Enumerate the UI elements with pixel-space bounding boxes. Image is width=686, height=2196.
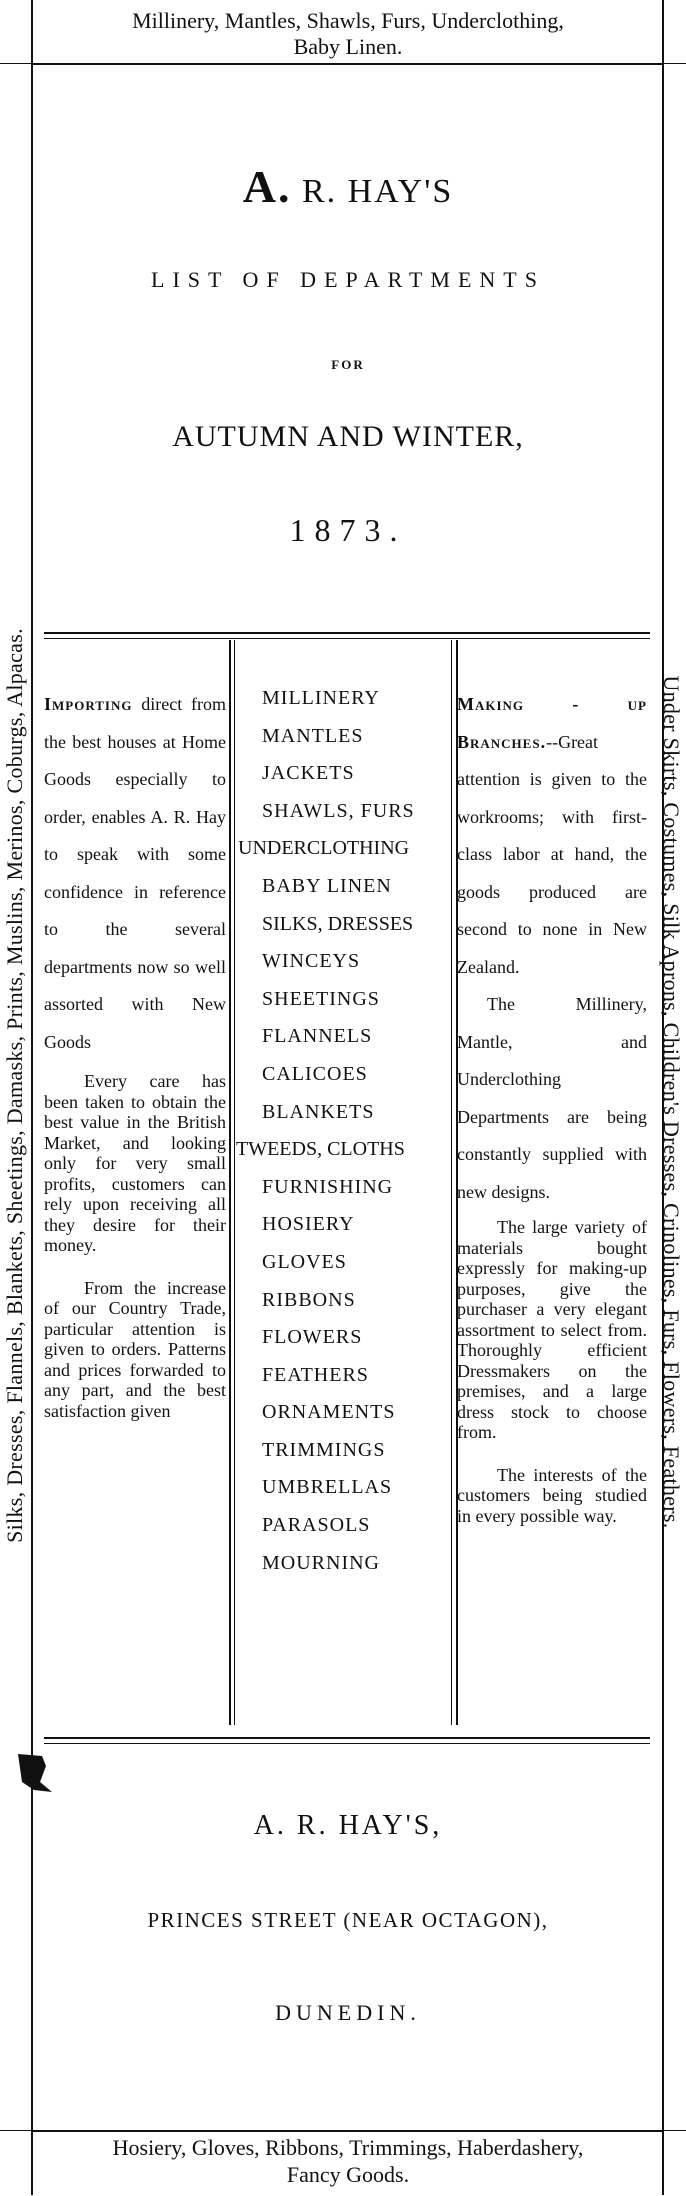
column-separator bbox=[229, 640, 231, 1725]
year-heading: 1873. bbox=[289, 512, 407, 548]
department-item: FLANNELS bbox=[262, 1025, 373, 1048]
right-paragraph: The large variety of materials bought expressly for making-up purposes, give the purchaser a very elegant assortment to select from. Thoroughly efficient Dressmakers on the premises, and a large dress stock to choose from. bbox=[457, 1217, 647, 1442]
bottom-banner-line: Fancy Goods. bbox=[286, 2162, 410, 2187]
department-item: FURNISHING bbox=[262, 1175, 394, 1198]
department-item: UNDERCLOTHING bbox=[238, 837, 410, 860]
department-item: FLOWERS bbox=[262, 1326, 363, 1349]
title-initial: A. bbox=[242, 161, 292, 212]
department-item: UMBRELLAS bbox=[262, 1476, 393, 1499]
department-item: JACKETS bbox=[262, 762, 355, 785]
department-item: CALICOES bbox=[262, 1062, 368, 1085]
left-edge-tick bbox=[0, 63, 31, 64]
department-item: PARASOLS bbox=[262, 1514, 371, 1537]
bottom-banner-line: Hosiery, Gloves, Ribbons, Trimmings, Haberdashery, bbox=[112, 2135, 584, 2160]
top-banner-line: Millinery, Mantles, Shawls, Furs, Underclothing, bbox=[132, 8, 564, 33]
top-banner-line: Baby Linen. bbox=[293, 34, 403, 59]
top-banner bbox=[34, 0, 662, 66]
department-item: SILKS, DRESSES bbox=[262, 912, 414, 935]
right-paragraph-text: The Millinery, Mantle, and Underclothing Departments are being constantly supplied with new designs. bbox=[457, 994, 647, 1202]
right-column bbox=[457, 686, 647, 1526]
ink-blot-icon bbox=[12, 1752, 60, 1796]
right-paragraph: The interests of the customers being studied in every possible way. bbox=[457, 1464, 647, 1526]
department-item: RIBBONS bbox=[262, 1288, 356, 1311]
bottom-banner bbox=[34, 2132, 662, 2196]
department-list bbox=[234, 680, 450, 1582]
right-edge-tick bbox=[664, 63, 686, 64]
department-item: TRIMMINGS bbox=[262, 1438, 386, 1461]
right-paragraph bbox=[457, 686, 647, 986]
title-name: R. HAY'S bbox=[301, 173, 454, 210]
columns-top-rule-thin bbox=[44, 638, 650, 639]
department-item: SHEETINGS bbox=[262, 987, 380, 1010]
top-divider bbox=[33, 63, 662, 65]
left-paragraph: From the increase of our Country Trade, particular attention is given to orders. Patterns and prices forwarded to any part, and the best satisfaction given bbox=[44, 1277, 226, 1421]
department-item: FEATHERS bbox=[262, 1363, 369, 1386]
department-item: MANTLES bbox=[262, 724, 364, 747]
left-paragraph-text: direct from the best houses at Home Goods especially to order, enables A. R. Hay to speak with some confidence in reference to the several departments now so well assorted with New Goods bbox=[44, 694, 226, 1052]
left-side-text: Silks, Dresses, Flannels, Blankets, Sheetings, Damasks, Prints, Muslins, Merinos, Coburgs, Alpacas. bbox=[2, 628, 27, 1543]
left-edge-tick bbox=[0, 2130, 31, 2131]
department-item: BABY LINEN bbox=[262, 874, 392, 897]
left-lead: Importing bbox=[44, 694, 133, 714]
footer-street: PRINCES STREET (NEAR OCTAGON), bbox=[147, 1908, 549, 1932]
footer-city: DUNEDIN. bbox=[275, 2000, 421, 2025]
department-item: MILLINERY bbox=[262, 687, 380, 709]
left-paragraph: Every care has been taken to obtain the best value in the British Market, and looking only for very small profits, customers can rely upon receiving all they desire for their money. bbox=[44, 1071, 226, 1255]
column-separator bbox=[451, 640, 452, 1725]
right-lead: Making - up Branches. bbox=[457, 694, 647, 752]
columns-bottom-rule-thin bbox=[44, 1743, 650, 1744]
right-paragraph bbox=[457, 986, 647, 1211]
right-edge-tick bbox=[664, 2130, 686, 2131]
list-heading: LIST OF DEPARTMENTS bbox=[151, 267, 545, 292]
columns-bottom-rule bbox=[44, 1737, 650, 1739]
left-column bbox=[44, 686, 226, 1421]
footer-business-name: A. R. HAY'S, bbox=[253, 1810, 443, 1841]
right-paragraph-text: --Great attention is given to the workrooms; with first-class labor at hand, the goods produced are second to none in New Zealand. bbox=[457, 731, 647, 977]
department-item: GLOVES bbox=[262, 1250, 347, 1273]
columns-top-rule bbox=[44, 632, 650, 634]
department-item: BLANKETS bbox=[262, 1100, 375, 1123]
season-heading: AUTUMN AND WINTER, bbox=[172, 420, 524, 453]
department-item: WINCEYS bbox=[262, 950, 361, 973]
page-title bbox=[34, 160, 662, 213]
department-item: SHAWLS, FURS bbox=[262, 799, 415, 822]
department-item: TWEEDS, CLOTHS bbox=[236, 1138, 405, 1161]
right-side-text: Under Skirts, Costumes, Silk Aprons, Children's Dresses, Crinolines, Furs, Flowers, Feathers. bbox=[659, 675, 684, 1529]
left-paragraph bbox=[44, 686, 226, 1061]
department-item: MOURNING bbox=[262, 1551, 380, 1574]
department-item: HOSIERY bbox=[262, 1213, 355, 1236]
department-item: ORNAMENTS bbox=[262, 1401, 396, 1424]
for-label: FOR bbox=[331, 357, 365, 372]
